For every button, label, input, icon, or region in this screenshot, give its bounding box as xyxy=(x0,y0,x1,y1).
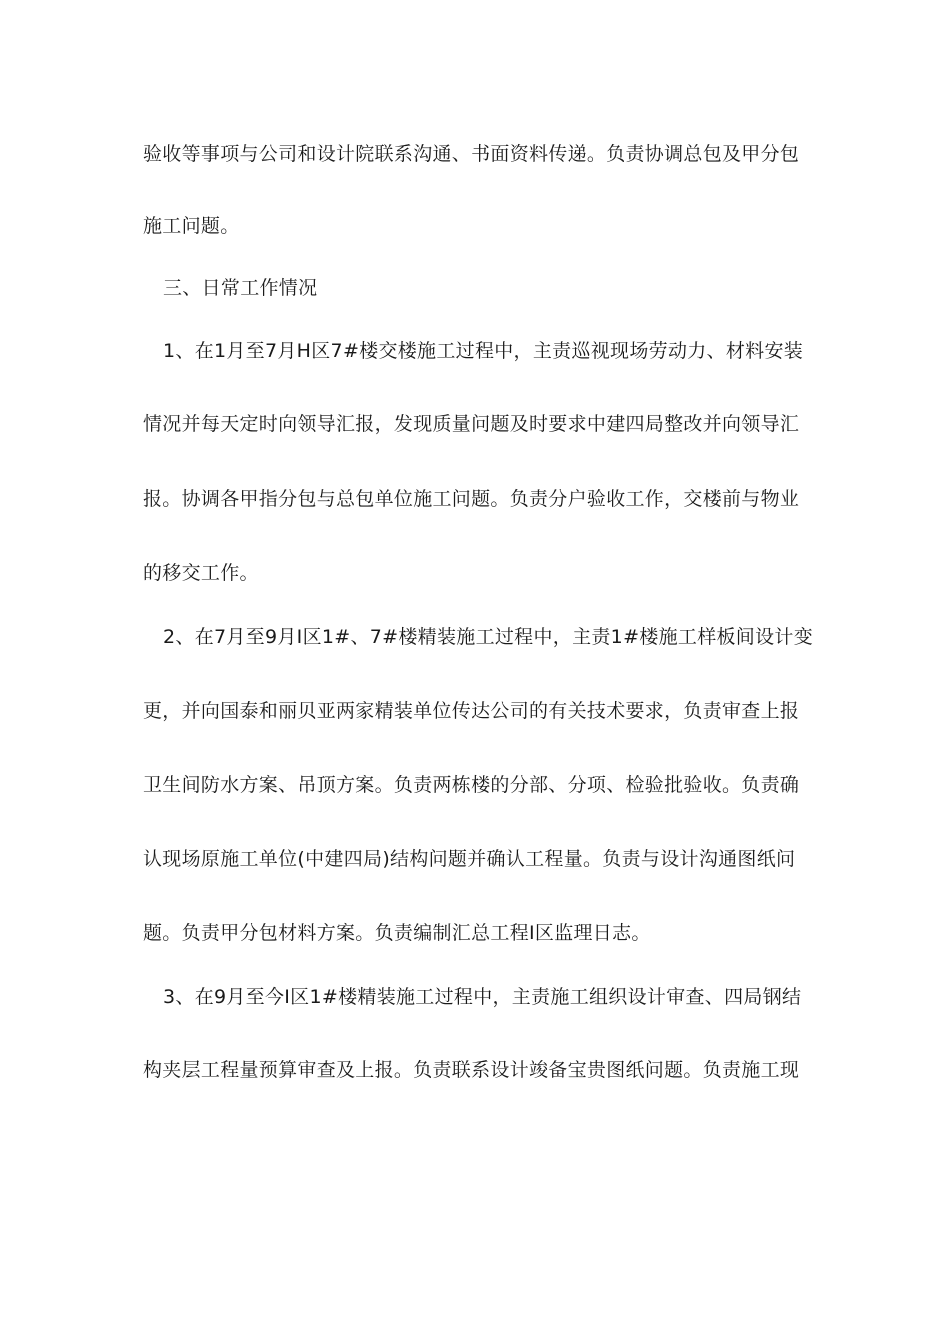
item-3-line-1: 3、在9月至今I区1#楼精装施工过程中，主责施工组织设计审查、四局钢结 xyxy=(163,986,802,1008)
item-3-line-2: 构夹层工程量预算审查及上报。负责联系设计竣备宝贵图纸问题。负责施工现 xyxy=(143,1059,800,1081)
item-2-line-4: 认现场原施工单位(中建四局)结构问题并确认工程量。负责与设计沟通图纸问 xyxy=(143,848,796,870)
item-1-line-1: 1、在1月至7月H区7#楼交楼施工过程中，主责巡视现场劳动力、材料安装 xyxy=(163,340,804,362)
item-2-line-3: 卫生间防水方案、吊顶方案。负责两栋楼的分部、分项、检验批验收。负责确 xyxy=(143,774,800,796)
item-1-line-2: 情况并每天定时向领导汇报，发现质量问题及时要求中建四局整改并向领导汇 xyxy=(143,413,800,435)
section-heading: 三、日常工作情况 xyxy=(163,277,318,299)
item-1-line-4: 的移交工作。 xyxy=(143,562,259,584)
item-2-line-1: 2、在7月至9月I区1#、7#楼精装施工过程中，主责1#楼施工样板间设计变 xyxy=(163,626,813,648)
item-2-line-5: 题。负责甲分包材料方案。负责编制汇总工程I区监理日志。 xyxy=(143,922,651,944)
item-1-line-3: 报。协调各甲指分包与总包单位施工问题。负责分户验收工作，交楼前与物业 xyxy=(143,488,800,510)
paragraph-line-1: 验收等事项与公司和设计院联系沟通、书面资料传递。负责协调总包及甲分包 xyxy=(143,143,800,165)
paragraph-line-2: 施工问题。 xyxy=(143,215,240,237)
item-2-line-2: 更，并向国泰和丽贝亚两家精装单位传达公司的有关技术要求，负责审查上报 xyxy=(143,700,800,722)
